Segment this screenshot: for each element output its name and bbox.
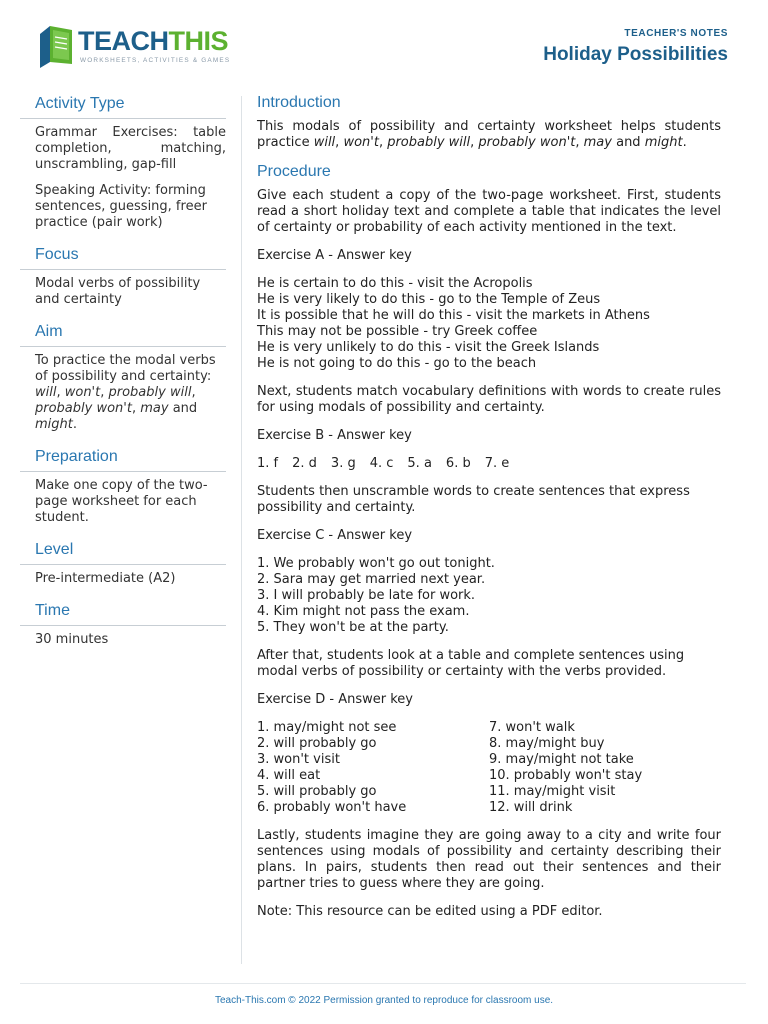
exercise-b-label: Exercise B - Answer key bbox=[257, 428, 412, 443]
exercise-b-answers bbox=[257, 456, 721, 472]
level-text: Pre-intermediate (A2) bbox=[35, 571, 176, 586]
list-item: 10. probably won't stay bbox=[489, 768, 643, 783]
page-title: Holiday Possibilities bbox=[543, 44, 728, 65]
introduction-heading: Introduction bbox=[257, 94, 341, 111]
logo-teach: TEACH bbox=[78, 26, 169, 56]
aim-heading: Aim bbox=[20, 322, 226, 347]
footer-copyright[interactable]: Teach-This.com © 2022 Permission granted to reproduce for classroom use. bbox=[214, 995, 554, 1006]
aim-text: To practice the modal verbs of possibility and certainty: will, won't, probably will, probably won't, may and might. bbox=[35, 353, 216, 432]
editing-note: Note: This resource can be edited using a PDF editor. bbox=[257, 904, 603, 919]
column-divider bbox=[241, 96, 242, 964]
logo-wordmark bbox=[78, 26, 228, 57]
exercise-c-answers bbox=[257, 556, 721, 636]
focus-heading: Focus bbox=[20, 245, 226, 270]
exercise-d-label: Exercise D - Answer key bbox=[257, 692, 413, 707]
list-item: 4. will eat bbox=[257, 768, 321, 783]
list-item: 6. b bbox=[445, 456, 471, 471]
sidebar bbox=[20, 94, 226, 662]
logo-this: THIS bbox=[168, 26, 229, 56]
list-item: 4. Kim might not pass the exam. bbox=[257, 604, 470, 619]
list-item: This may not be possible - try Greek coffee bbox=[257, 324, 538, 339]
activity-type-speaking: Speaking Activity: forming sentences, guessing, freer practice (pair work) bbox=[35, 183, 207, 230]
level-section bbox=[20, 540, 226, 587]
list-item: 8. may/might buy bbox=[489, 736, 605, 751]
main-content bbox=[257, 94, 721, 932]
list-item: 11. may/might visit bbox=[489, 784, 616, 799]
time-section bbox=[20, 601, 226, 648]
aim-section bbox=[20, 322, 226, 433]
activity-type-grammar: Grammar Exercises: table completion, matching, unscrambling, gap-fill bbox=[35, 125, 226, 172]
list-item: 12. will drink bbox=[489, 800, 573, 815]
procedure-paragraph-1: Give each student a copy of the two-page worksheet. First, students read a short holiday text and complete a table that indicates the level of certainty or probability of each activity mentioned in the text. bbox=[257, 188, 721, 235]
list-item: He is certain to do this - visit the Acropolis bbox=[257, 276, 533, 291]
list-item: 1. We probably won't go out tonight. bbox=[257, 556, 495, 571]
level-heading: Level bbox=[20, 540, 226, 565]
list-item: 2. will probably go bbox=[257, 736, 377, 751]
activity-type-heading: Activity Type bbox=[20, 94, 226, 119]
list-item: 3. g bbox=[330, 456, 356, 471]
list-item: 5. a bbox=[407, 456, 432, 471]
list-item: 1. f bbox=[257, 456, 279, 471]
list-item: It is possible that he will do this - visit the markets in Athens bbox=[257, 308, 650, 323]
preparation-section bbox=[20, 447, 226, 526]
list-item: 3. won't visit bbox=[257, 752, 340, 767]
list-item: 2. d bbox=[292, 456, 317, 471]
exercise-a-label: Exercise A - Answer key bbox=[257, 248, 412, 263]
focus-text: Modal verbs of possibility and certainty bbox=[35, 276, 201, 307]
procedure-paragraph-4: After that, students look at a table and complete sentences using modal verbs of possibility or certainty with the verbs provided. bbox=[257, 648, 685, 679]
introduction-text: This modals of possibility and certainty worksheet helps students practice will, won't, probably will, probably won't, may and might. bbox=[257, 119, 721, 150]
procedure-paragraph-2: Next, students match vocabulary definitions with words to create rules for using modals of possibility and certainty. bbox=[257, 384, 721, 415]
focus-section bbox=[20, 245, 226, 308]
list-item: He is very likely to do this - go to the Temple of Zeus bbox=[257, 292, 601, 307]
preparation-text: Make one copy of the two-page worksheet for each student. bbox=[35, 478, 208, 525]
teachers-notes-label: TEACHER'S NOTES bbox=[624, 28, 728, 39]
footer-divider bbox=[20, 983, 746, 984]
exercise-a-answers bbox=[257, 276, 721, 372]
exercise-d-left-column bbox=[257, 720, 489, 816]
list-item: He is not going to do this - go to the beach bbox=[257, 356, 537, 371]
exercise-d-answers bbox=[257, 720, 721, 816]
procedure-paragraph-3: Students then unscramble words to create sentences that express possibility and certainty. bbox=[257, 484, 690, 515]
list-item: 5. They won't be at the party. bbox=[257, 620, 449, 635]
list-item: 1. may/might not see bbox=[257, 720, 397, 735]
preparation-heading: Preparation bbox=[20, 447, 226, 472]
time-heading: Time bbox=[20, 601, 226, 626]
logo-tagline: WORKSHEETS, ACTIVITIES & GAMES bbox=[80, 57, 231, 64]
exercise-d-right-column bbox=[489, 720, 721, 816]
time-text: 30 minutes bbox=[35, 632, 109, 647]
list-item: 9. may/might not take bbox=[489, 752, 634, 767]
procedure-heading: Procedure bbox=[257, 163, 331, 180]
page-header bbox=[0, 0, 768, 90]
list-item: He is very unlikely to do this - visit the Greek Islands bbox=[257, 340, 600, 355]
activity-type-section bbox=[20, 94, 226, 231]
teach-this-logo[interactable] bbox=[36, 24, 231, 74]
exercise-c-label: Exercise C - Answer key bbox=[257, 528, 413, 543]
list-item: 5. will probably go bbox=[257, 784, 377, 799]
list-item: 7. e bbox=[484, 456, 510, 471]
list-item: 3. I will probably be late for work. bbox=[257, 588, 476, 603]
list-item: 7. won't walk bbox=[489, 720, 575, 735]
list-item: 6. probably won't have bbox=[257, 800, 407, 815]
list-item: 4. c bbox=[369, 456, 394, 471]
procedure-paragraph-5: Lastly, students imagine they are going away to a city and write four sentences using modals of possibility and certainty describing their plans. In pairs, students then read out their sentences and their partner tries to guess where they are going. bbox=[257, 828, 721, 891]
book-icon bbox=[36, 24, 76, 68]
list-item: 2. Sara may get married next year. bbox=[257, 572, 486, 587]
